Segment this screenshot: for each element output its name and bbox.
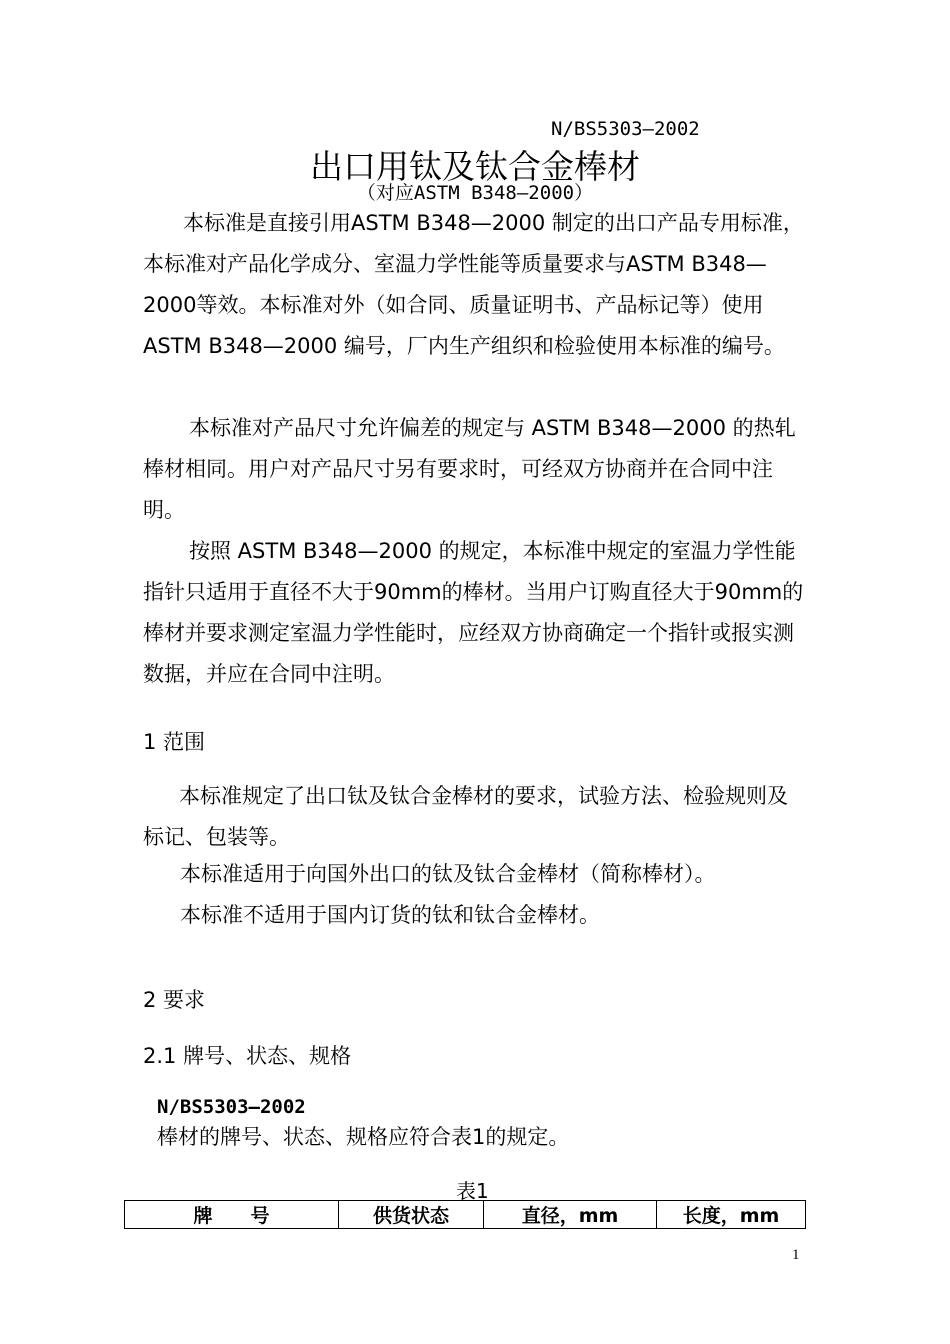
table-header-grade: 牌 号 bbox=[125, 1201, 339, 1229]
intro-paragraph-2: 本标准对产品尺寸允许偏差的规定与 ASTM B348—2000 的热轧棒材相同。用户对产品尺寸另有要求时，可经双方协商并在合同中注明。 bbox=[143, 416, 796, 522]
intro-paragraph-1: 本标准是直接引用ASTM B348—2000 制定的出口产品专用标准，本标准对产品化学成分、室温力学性能等质量要求与ASTM B348—2000等效。本标准对外（如合同、质量证明书、产品标记等）使用ASTM B348—2000 编号，厂内生产组织和检验使用本标准的编号。 bbox=[143, 211, 804, 358]
document-subtitle: （对应ASTM B348—2000） bbox=[356, 182, 594, 204]
standard-number: N/BS5303—2002 bbox=[551, 118, 700, 140]
table-header-row bbox=[125, 1201, 806, 1229]
page-number: 1 bbox=[792, 1247, 800, 1263]
standard-number-repeat: N/BS5303—2002 bbox=[157, 1096, 306, 1118]
section-2-1-heading: 2.1 牌号、状态、规格 bbox=[143, 1044, 352, 1068]
section-1-heading: 1 范围 bbox=[143, 730, 206, 754]
section-1-paragraph-3: 本标准不适用于国内订货的钛和钛合金棒材。 bbox=[180, 903, 600, 927]
document-title: 出口用钛及钛合金棒材 bbox=[310, 147, 640, 186]
table-header-diameter: 直径，mm bbox=[484, 1201, 657, 1229]
section-1-paragraph-1: 本标准规定了出口钛及钛合金棒材的要求，试验方法、检验规则及标记、包装等。 bbox=[143, 784, 788, 849]
intro-paragraph-3: 按照 ASTM B348—2000 的规定，本标准中规定的室温力学性能指针只适用于直径不大于90mm的棒材。当用户订购直径大于90mm的棒材并要求测定室温力学性能时，应经双方协商确定一个指针或报实测数据，并应在合同中注明。 bbox=[143, 539, 804, 686]
section-1-paragraph-2: 本标准适用于向国外出口的钛及钛合金棒材（简称棒材）。 bbox=[180, 862, 716, 886]
section-2-1-text: 棒材的牌号、状态、规格应符合表1的规定。 bbox=[157, 1125, 570, 1149]
table-1 bbox=[124, 1200, 806, 1229]
table-header-length: 长度，mm bbox=[657, 1201, 806, 1229]
section-2-heading: 2 要求 bbox=[143, 988, 206, 1012]
table-header-supply-condition: 供货状态 bbox=[339, 1201, 484, 1229]
table-caption: 表1 bbox=[456, 1179, 489, 1203]
